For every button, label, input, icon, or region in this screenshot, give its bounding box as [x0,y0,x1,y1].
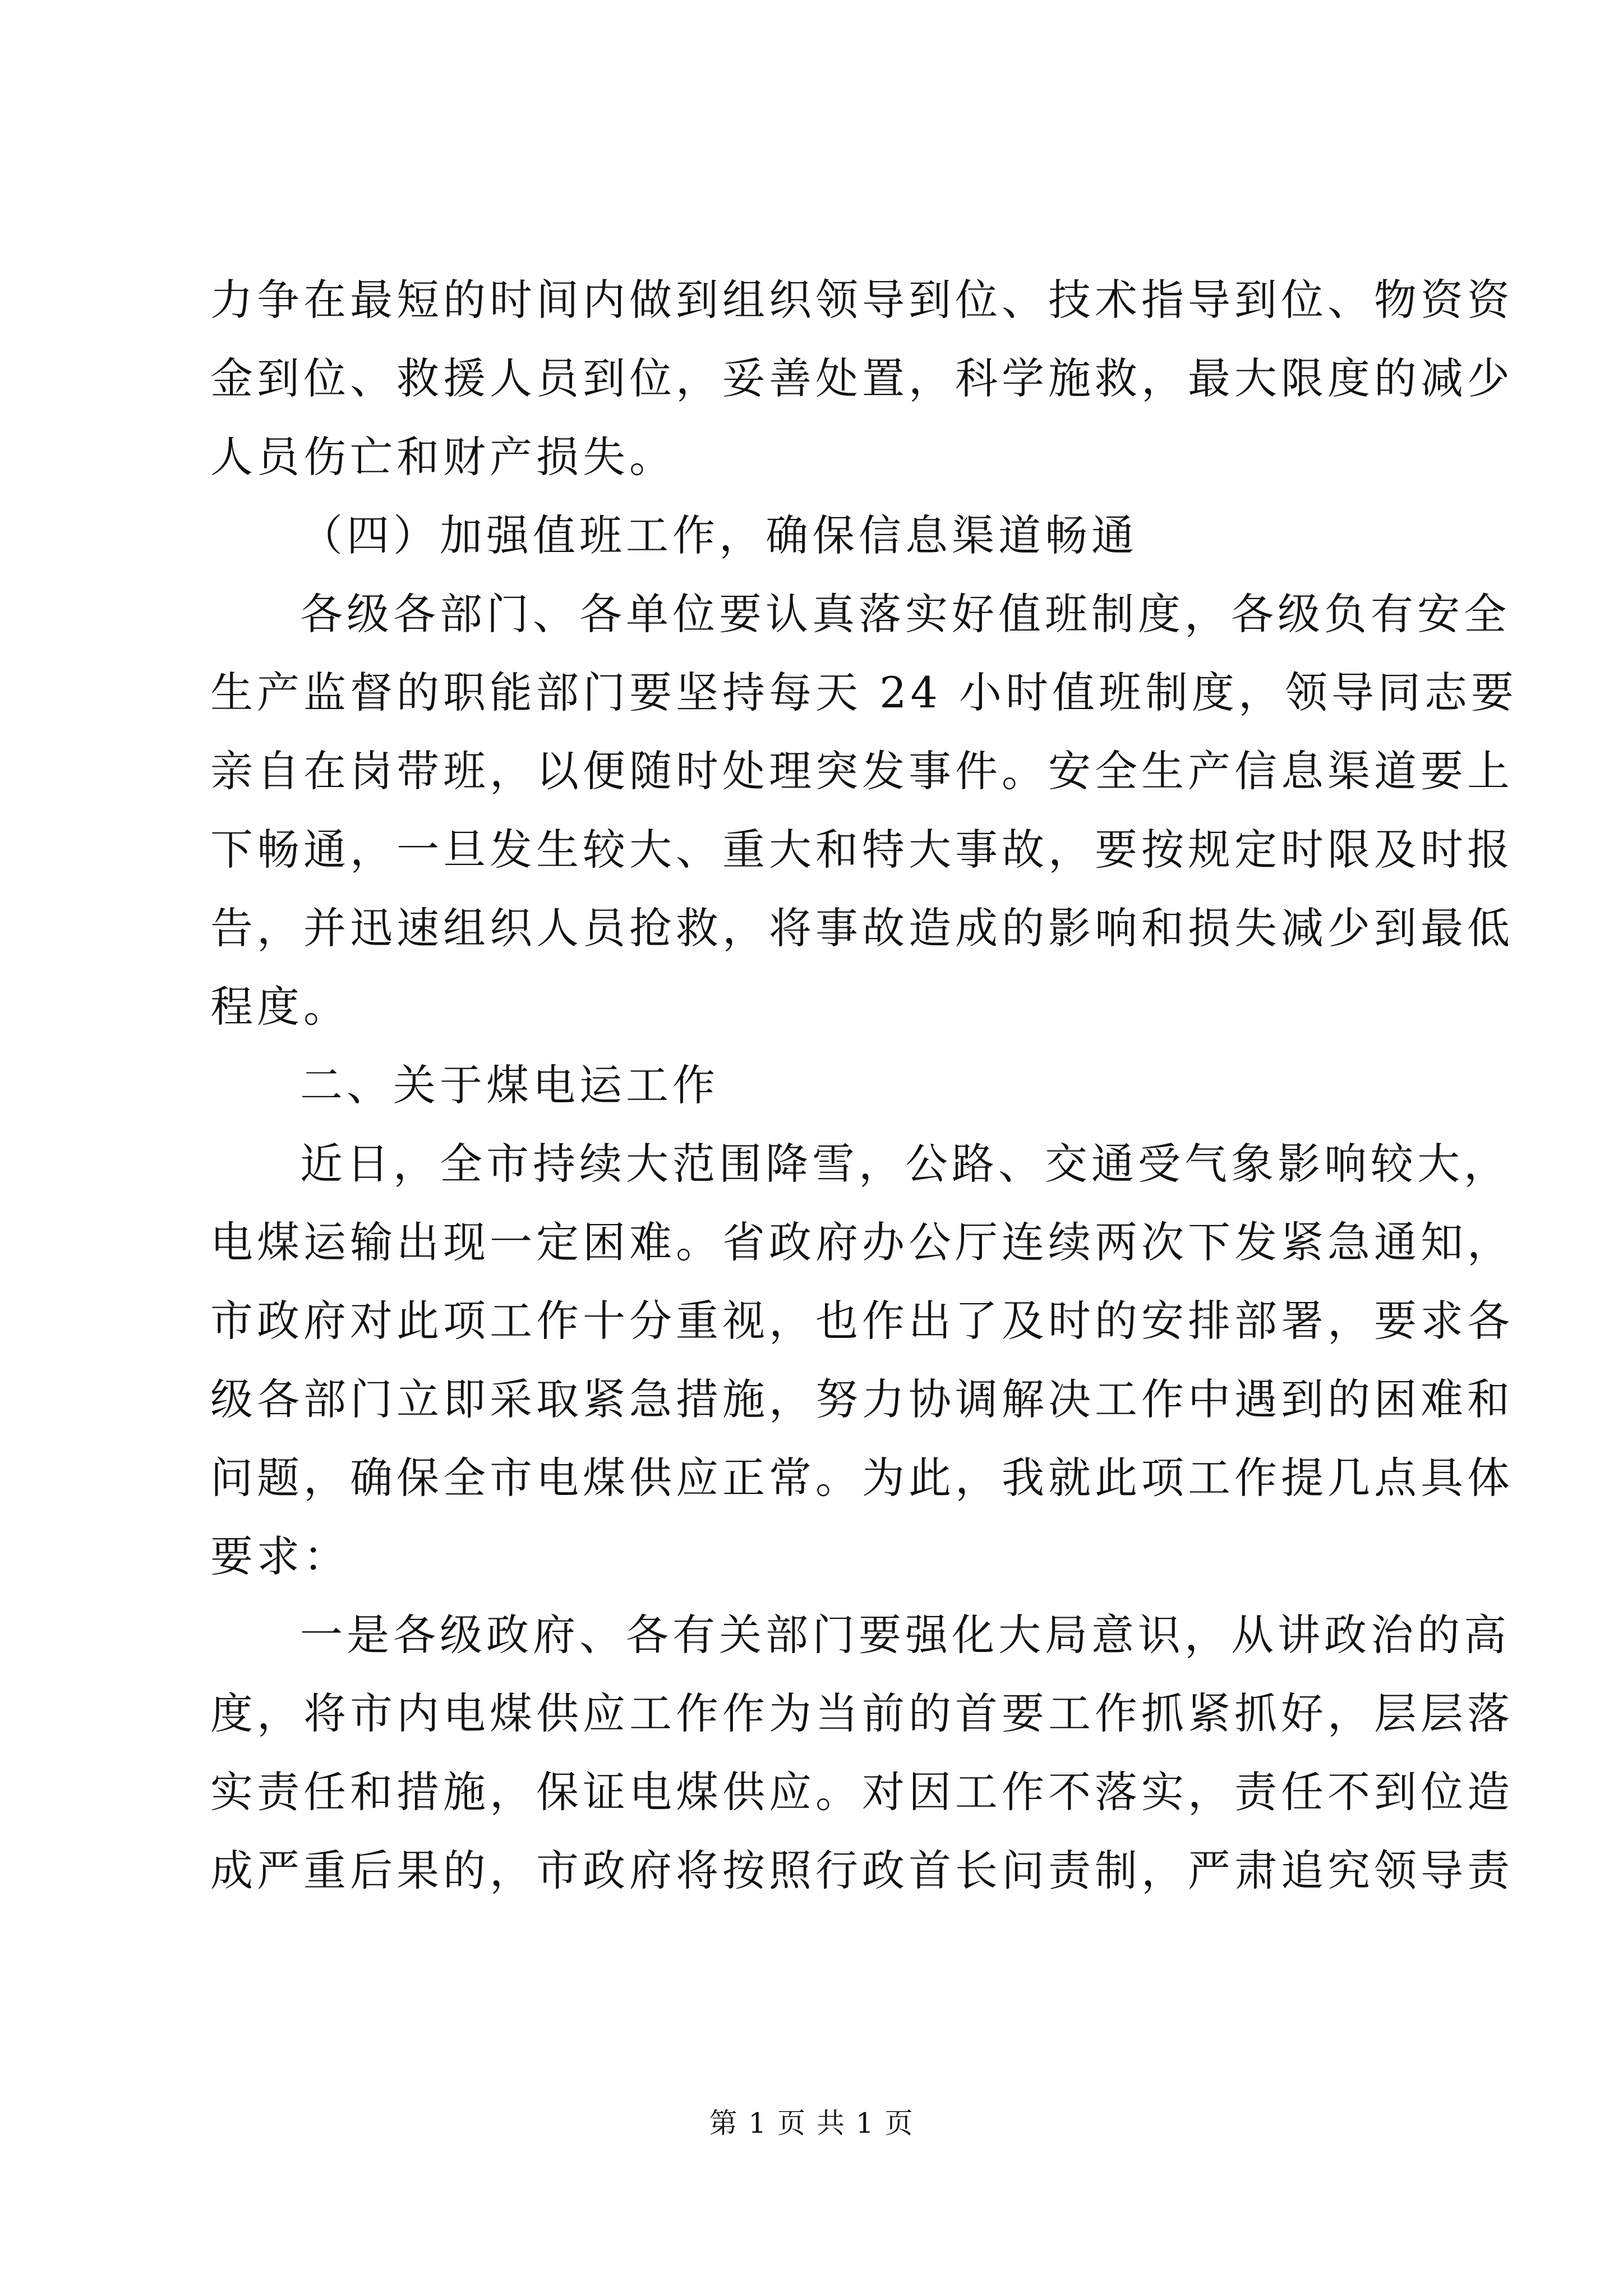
text-line: 成严重后果的，市政府将按照行政首长问责制，严肃追究领导责 [210,1846,1514,1895]
page-footer: 第 1 页 共 1 页 [709,2107,914,2139]
text-line: 人员伤亡和财产损失。 [210,432,676,482]
text-line: （四）加强值班工作，确保信息渠道畅通 [300,510,1138,560]
text-line: 生产监督的职能部门要坚持每天 24 小时值班制度，领导同志要 [210,668,1518,717]
text-line: 程度。 [210,982,350,1032]
text-line: 实责任和措施，保证电煤供应。对因工作不落实，责任不到位造 [210,1767,1514,1817]
text-line: 力争在最短的时间内做到组织领导到位、技术指导到位、物资资 [210,275,1514,325]
text-line: 电煤运输出现一定困难。省政府办公厅连续两次下发紧急通知， [210,1217,1514,1267]
text-line: 度，将市内电煤供应工作作为当前的首要工作抓紧抓好，层层落 [210,1688,1514,1738]
text-line: 告，并迅速组织人员抢救，将事故造成的影响和损失减少到最低 [210,903,1514,953]
text-line: 问题，确保全市电煤供应正常。为此，我就此项工作提几点具体 [210,1453,1514,1503]
text-line: 近日，全市持续大范围降雪，公路、交通受气象影响较大， [300,1139,1510,1189]
text-line: 下畅通，一旦发生较大、重大和特大事故，要按规定时限及时报 [210,825,1514,875]
text-line: 一是各级政府、各有关部门要强化大局意识，从讲政治的高 [300,1610,1510,1660]
text-line: 各级各部门、各单位要认真落实好值班制度，各级负有安全 [300,589,1510,639]
document-body [210,261,1518,1910]
text-line: 金到位、救援人员到位，妥善处置，科学施救，最大限度的减少 [210,353,1514,403]
text-line: 要求： [210,1531,350,1581]
text-line: 二、关于煤电运工作 [300,1060,719,1110]
text-line: 级各部门立即采取紧急措施，努力协调解决工作中遇到的困难和 [210,1374,1514,1424]
text-line: 市政府对此项工作十分重视，也作出了及时的安排部署，要求各 [210,1296,1514,1346]
text-line: 亲自在岗带班，以便随时处理突发事件。安全生产信息渠道要上 [210,746,1514,796]
